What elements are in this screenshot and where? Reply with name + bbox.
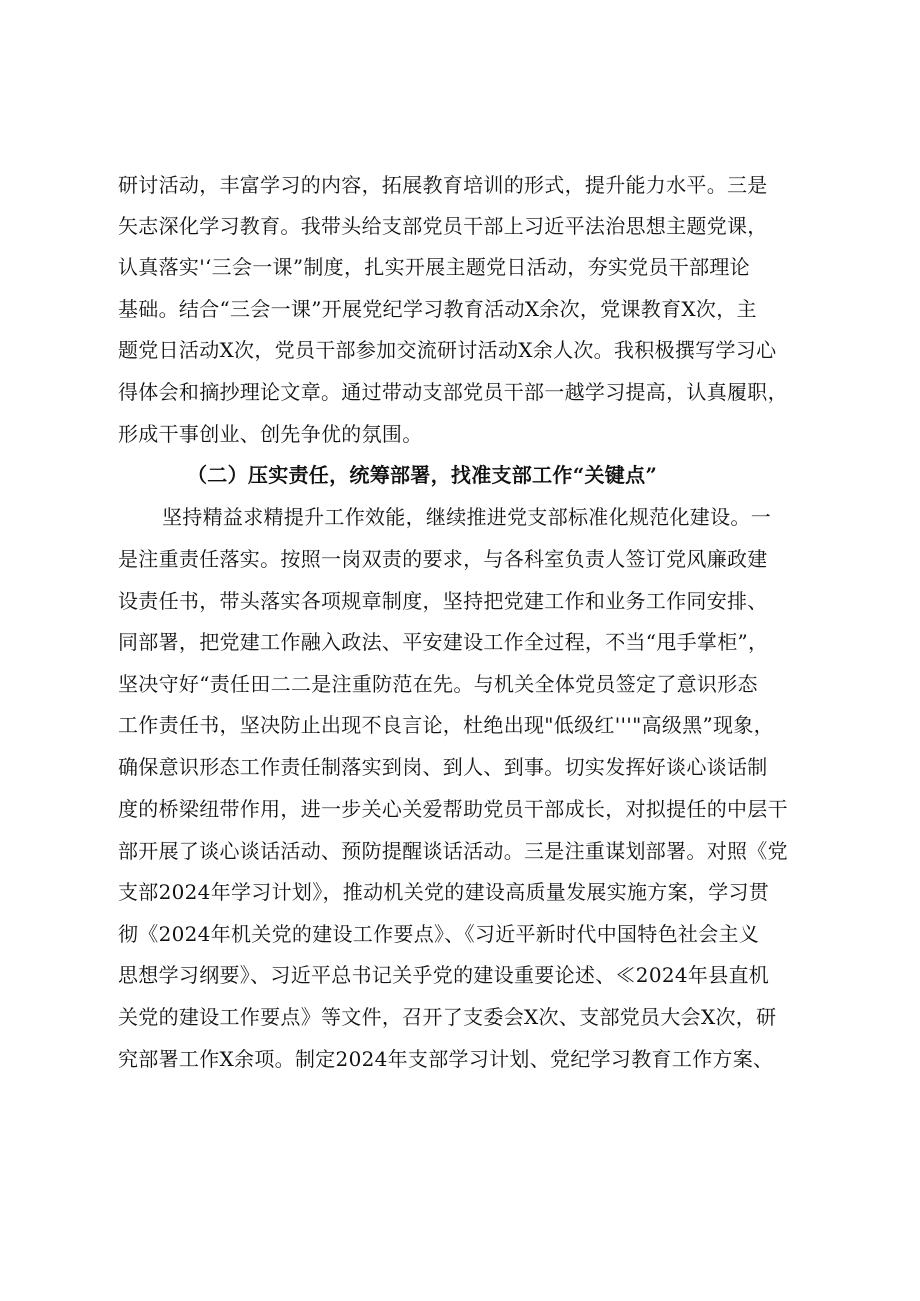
body-text-line: 设责任书，带头落实各项规章制度，坚持把党建工作和业务工作同安排、 (118, 589, 768, 613)
body-text-line: 是注重责任落实。按照一岗双责的要求，与各科室负责人签订党风廉政建 (118, 547, 768, 571)
paragraph-first-line: 坚持精益求精提升工作效能，继续推进党支部标准化规范化建设。一 (162, 505, 771, 529)
section-heading: （二）压实责任，统筹部署，找准支部工作“关键点” (187, 463, 658, 487)
body-text-line: 思想学习纲要》、习近平总书记关乎党的建设重要论述、≪2024年县直机 (118, 963, 770, 987)
body-text-line: 关党的建设工作要点》等文件，召开了支委会X次、支部党员大会X次，研 (118, 1005, 777, 1029)
body-text-line: 矢志深化学习教育。我带头给支部党员干部上习近平法治思想主题党课， (118, 214, 768, 238)
body-text-line: 度的桥梁纽带作用，进一步关心关爱帮助党员干部成长，对拟提任的中层干 (118, 797, 788, 821)
body-text-line: 部开展了谈心谈话活动、预防提醒谈话活动。三是注重谋划部署。对照《党 (118, 839, 788, 863)
body-text-line: 同部署，把党建工作融入政法、平安建设工作全过程，不当“甩手掌柜”， (118, 630, 769, 654)
body-text-line: 形成干事创业、创先争优的氛围。 (118, 422, 423, 446)
body-text-line: 确保意识形态工作责任制落实到岗、到人、到事。切实发挥好谈心谈话制 (118, 755, 768, 779)
body-text-line: 研讨活动，丰富学习的内容，拓展教育培训的形式，提升能力水平。三是 (118, 173, 768, 197)
body-text-line: 工作责任书，坚决防止出现不良言论，杜绝出现"低级红'''"高级黑”现象， (118, 713, 774, 737)
body-text-line: 题党日活动X次，党员干部参加交流研讨活动X余人次。我积极撰写学习心 (118, 338, 777, 362)
body-text-line: 支部2024年学习计划》，推动机关党的建设高质量发展实施方案，学习贯 (118, 880, 770, 904)
body-text-line: 彻《2024年机关党的建设工作要点》、《习近平新时代中国特色社会主义 (118, 922, 760, 946)
body-text-line: 究部署工作X余项。制定2024年支部学习计划、党纪学习教育工作方案、 (118, 1047, 774, 1071)
body-text-line: 得体会和摘抄理论文章。通过带动支部党员干部一越学习提高，认真履职， (118, 380, 788, 404)
body-text-line: 坚决守好“责任田二二是注重防范在先。与机关全体党员签定了意识形态 (118, 672, 758, 696)
body-text-line: 认真落实'‘三会一课”制度，扎实开展主题党日活动，夯实党员干部理论 (118, 255, 750, 279)
body-text-line: 基础。结合“三会一课”开展党纪学习教育活动X余次，党课教育X次，主 (118, 297, 757, 321)
